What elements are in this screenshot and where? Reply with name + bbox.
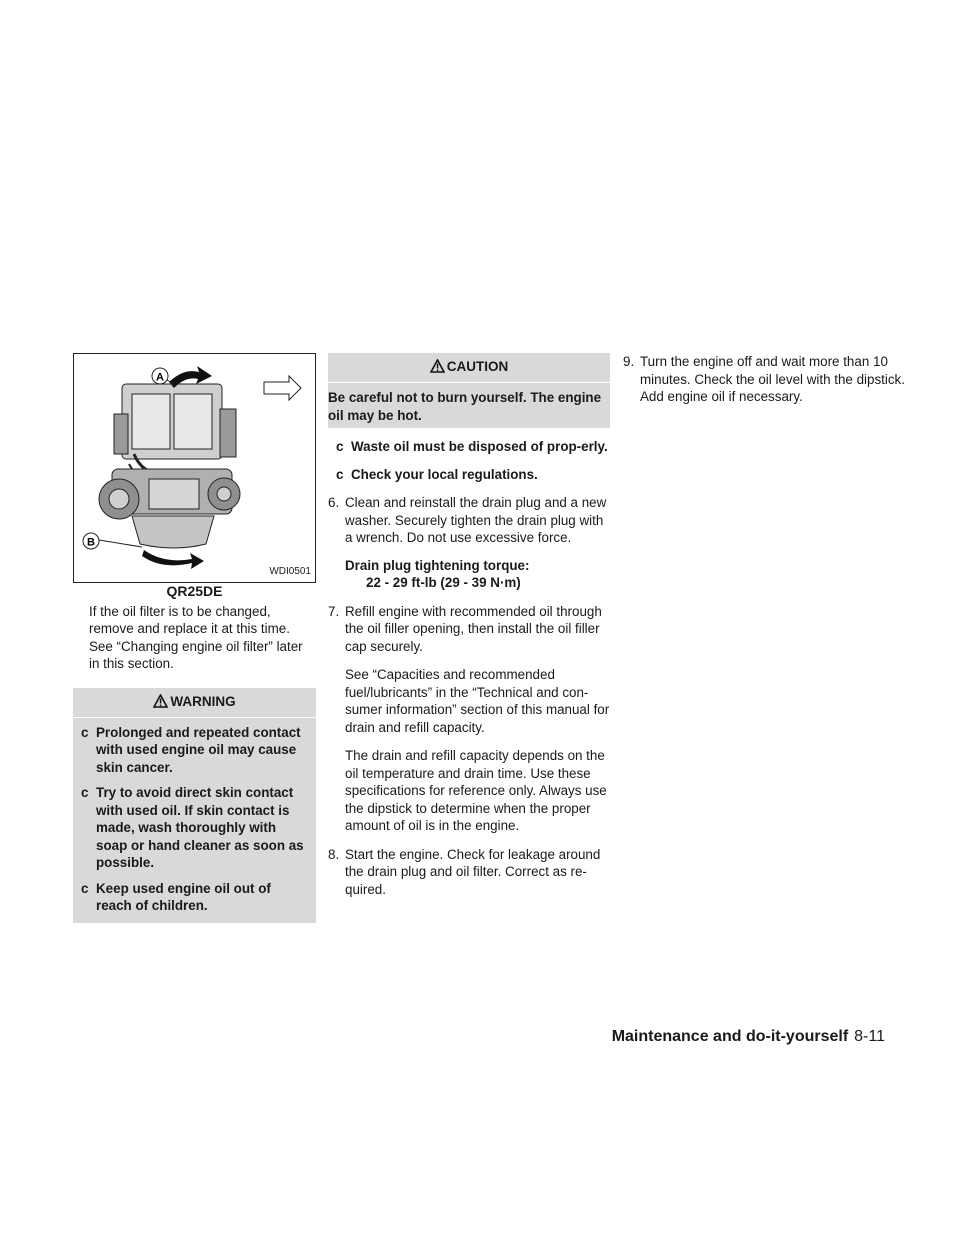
- engine-figure: [73, 353, 316, 583]
- left-column: [73, 353, 316, 923]
- page-number: 8-11: [854, 1028, 885, 1045]
- list-item: c Keep used engine oil out of reach of children.: [81, 880, 271, 913]
- step-7: [328, 603, 610, 835]
- warning-triangle-icon: [153, 694, 168, 708]
- step-number: 6.: [328, 495, 340, 510]
- step-6: [328, 494, 610, 592]
- bullet-icon: c: [81, 724, 89, 740]
- caution-header: [328, 353, 610, 383]
- list-item: c Prolonged and repeated contact with used engine oil may cause skin cancer.: [81, 724, 301, 775]
- torque-value: 22 - 29 ft-lb (29 - 39 N·m): [366, 575, 521, 590]
- step-number: 9.: [623, 354, 635, 369]
- label-a: A: [156, 371, 164, 384]
- warning-list: [73, 718, 316, 915]
- right-column: [623, 353, 913, 406]
- torque-label: Drain plug tightening torque:: [345, 557, 530, 573]
- bullet-icon: c: [81, 785, 89, 800]
- warning-header: [73, 688, 316, 718]
- list-item: c Try to avoid direct skin contact with used oil. If skin contact is made, wash thoroughly with soap or hand cleaner as soon as possible.: [81, 785, 304, 870]
- warning-triangle-icon: [430, 359, 445, 373]
- step-text: Refill engine with recommended oil through the oil filler opening, then install the oil filler cap securely.: [345, 603, 602, 654]
- caution-bullets: [328, 438, 610, 483]
- list-item: c Waste oil must be disposed of prop-erly.: [336, 439, 608, 454]
- step-text: Clean and reinstall the drain plug and a new washer. Securely tighten the drain plug with a wrench. Do not use excessive force.: [345, 495, 607, 545]
- intro-paragraph: If the oil filter is to be changed, remove and replace it at this time. See “Changing engine oil filter” later in this section.: [89, 603, 303, 671]
- step-number: 7.: [328, 603, 340, 619]
- step-text-3: The drain and refill capacity depends on the oil temperature and drain time. Use these specifications for reference only. Always use the dipstick to determine when the proper amount of oil is in the engine.: [345, 748, 607, 833]
- step-number: 8.: [328, 846, 340, 862]
- warning-title: WARNING: [170, 693, 236, 709]
- step-text: Turn the engine off and wait more than 10 minutes. Check the oil level with the dipstick. Add engine oil if necessary.: [640, 354, 905, 404]
- bullet-icon: c: [336, 466, 344, 482]
- warning-box: [73, 688, 316, 923]
- section-name: Maintenance and do-it-yourself: [611, 1028, 849, 1045]
- caution-title: CAUTION: [446, 359, 509, 374]
- step-9: [623, 353, 913, 406]
- step-text: Start the engine. Check for leakage around the drain plug and oil filter. Correct as re-quired.: [345, 846, 601, 897]
- list-item: c Check your local regulations.: [336, 466, 538, 482]
- step-8: [328, 846, 610, 899]
- caution-body: Be careful not to burn yourself. The engine oil may be hot.: [328, 390, 602, 423]
- torque-spec: [345, 557, 610, 592]
- bullet-icon: c: [81, 880, 89, 896]
- engine-illustration-icon: [74, 354, 315, 582]
- middle-column: [328, 353, 610, 898]
- figure-code: WDI0501: [269, 565, 311, 577]
- figure-caption: QR25DE: [166, 583, 223, 599]
- step-text-2: See “Capacities and recommended fuel/lubricants” in the “Technical and con-sumer information” section of this manual for drain and refill capacity.: [345, 667, 610, 735]
- label-b: B: [87, 536, 95, 549]
- bullet-icon: c: [336, 439, 344, 454]
- footer-section-title: [612, 1028, 885, 1046]
- caution-box: [328, 353, 610, 428]
